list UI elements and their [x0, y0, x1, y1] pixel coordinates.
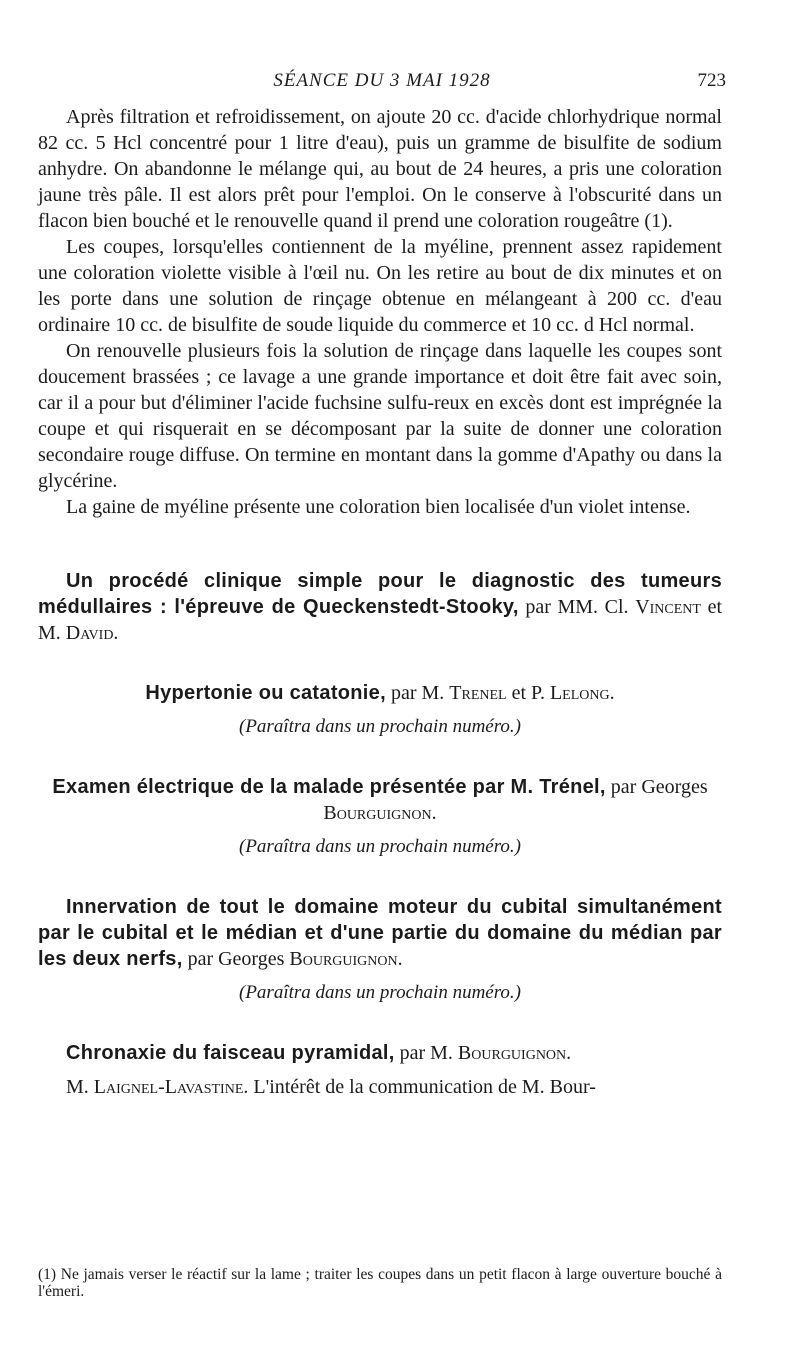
byline-prefix: par MM. Cl. — [525, 596, 629, 618]
section-title: Un procédé clinique simple pour le diagnostic des tumeurs médullaires : l'épreuve de Queckenstedt-Stooky, — [38, 570, 722, 618]
paragraph-rincage: On renouvelle plusieurs fois la solution de rinçage dans laquelle les coupes sont doucement brassées ; ce lavage a une grande importance et doit être fait avec soin, car il a pour but d'éliminer l'acide fuchsine sulfu-reux en excès dont est imprégnée la coupe et qui risquerait en se décomposant par la suite de donner une coloration secondaire rouge diffuse. On termine en montant dans la gomme d'Apathy ou dans la glycérine. — [38, 340, 722, 492]
footnote: (1) Ne jamais verser le réactif sur la lame ; traiter les coupes dans un petit flacon à large ouverture bouché à l'émeri. — [38, 1266, 722, 1300]
section-title: Hypertonie ou catatonie, — [145, 682, 386, 704]
author-name: David. — [65, 622, 119, 644]
section-chronaxie — [38, 1040, 722, 1066]
author-name: Bourguignon. — [457, 1042, 572, 1064]
byline-prefix: par M. — [399, 1042, 453, 1064]
speaker-prefix: M. — [66, 1076, 89, 1098]
speaker-name: Laignel-Lavastine. — [93, 1076, 249, 1098]
discussion-paragraph — [38, 1074, 722, 1100]
section-hypertonie — [38, 680, 722, 706]
page-header — [38, 70, 726, 100]
section-title: Chronaxie du faisceau pyramidal, — [66, 1042, 395, 1064]
publication-notice: (Paraîtra dans un prochain numéro.) — [239, 716, 521, 737]
publication-notice: (Paraîtra dans un prochain numéro.) — [239, 836, 521, 857]
paragraph-filtration: Après filtration et refroidissement, on ajoute 20 cc. d'acide chlorhydrique normal 82 cc. 5 Hcl concentré pour 1 litre d'eau), puis un gramme de bisulfite de sodium anhydre. On abandonne le mélange qui, au bout de 24 heures, a pris une coloration jaune très pâle. Il est alors prêt pour l'emploi. On le conserve à l'obscurité dans un flacon bien bouché et le renouvelle quand il prend une coloration rougeâtre (1). — [38, 106, 722, 232]
byline-middle: et P. — [511, 682, 545, 704]
author-name: Vincent — [635, 596, 701, 618]
author-name: Lelong. — [549, 682, 615, 704]
paragraph-myeline: La gaine de myéline présente une coloration bien localisée d'un violet intense. — [66, 496, 691, 518]
paragraph-coupes: Les coupes, lorsqu'elles contiennent de la myéline, prennent assez rapidement une coloration violette visible à l'œil nu. On les retire au bout de dix minutes et on les porte dans une solution de rinçage obtenue en mélangeant à 200 cc. d'eau ordinaire 10 cc. de bisulfite de soude liquide du commerce et 10 cc. d Hcl normal. — [38, 236, 722, 336]
running-head: SÉANCE DU 3 MAI 1928 — [273, 70, 491, 91]
section-title: Innervation de tout le domaine moteur du cubital simultanément par le cubital et le médian et d'une partie du domaine du médian par les deux nerfs, — [38, 896, 722, 970]
author-name: Bourguignon. — [323, 802, 437, 824]
author-name: Trenel — [449, 682, 507, 704]
byline-prefix: par Georges — [610, 776, 708, 798]
publication-notice: (Paraîtra dans un prochain numéro.) — [239, 982, 521, 1003]
byline-prefix: par M. — [390, 682, 445, 704]
section-queckenstedt — [38, 568, 722, 646]
section-title: Examen électrique de la malade présentée par M. Trénel, — [52, 776, 606, 798]
section-innervation — [38, 894, 722, 972]
author-name: Bourguignon. — [289, 948, 403, 970]
byline-middle: et M. — [38, 596, 723, 644]
page-body — [38, 104, 722, 1100]
discussion-text: L'intérêt de la communication de M. Bour- — [253, 1076, 596, 1098]
byline-prefix: par Georges — [187, 948, 285, 970]
page-number: 723 — [697, 70, 726, 91]
section-examen-electrique — [38, 774, 722, 826]
